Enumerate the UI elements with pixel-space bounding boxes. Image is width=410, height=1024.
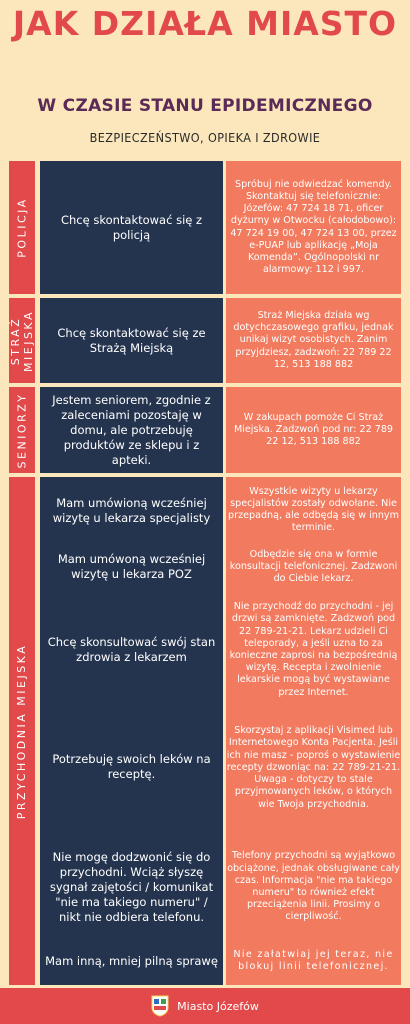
action-text: Telefony przychodni są wyjątkowo obciążone, jednak obsługiwane cały czas. Informacja "nie ma takiego numeru" to również efekt przeciążenia linii. Prosimy o cierpliwość. — [227, 850, 400, 923]
section-label-seniorzy — [9, 387, 35, 473]
section-label-policja — [9, 161, 35, 294]
page-title: JAK DZIAŁA MIASTO — [12, 4, 398, 43]
action-cell-specjalista — [226, 481, 401, 539]
action-cell-konsultacja — [226, 595, 401, 705]
section-label-policja-text: POLICJA — [15, 197, 29, 258]
action-text: W zakupach pomoże Ci Straż Miejska. Zadzwoń pod nr: 22 789 22 12, 513 188 882 — [233, 411, 394, 448]
section-label-straz — [9, 298, 35, 383]
situation-text: Mam umówoną wcześniej wizytę u lekarza POZ — [57, 552, 206, 581]
situation-text: Jestem seniorem, zgodnie z zaleceniami pozostaję w domu, ale potrzebuję produktów ze sklepu i z apteki. — [52, 392, 211, 467]
action-text: Odbędzie się ona w formie konsultacji telefonicznej. Zadzwoni do Ciebie lekarz. — [229, 548, 398, 585]
situation-cell-inna-sprawa — [40, 939, 223, 983]
action-cell-seniorzy — [226, 387, 401, 473]
action-text: Wszystkie wizyty u lekarzy specjalistów zostały odwołane. Nie przepadną, ale odbędą się w innym terminie. — [228, 485, 399, 534]
action-column-przychodnia — [226, 477, 401, 985]
section-label-seniorzy-text: SENIORZY — [15, 392, 29, 468]
action-text: Straż Miejska działa wg dotychczasowego grafiku, jednak unikaj wizyt osobistych. Zanim przyjdziesz, zadzwoń: 22 789 22 12, 513 188 882 — [233, 309, 394, 370]
situation-text: Chcę skontaktować się z policją — [60, 212, 203, 242]
situation-cell-leki — [40, 707, 223, 827]
section-label-przychodnia-text: PRZYCHODNIA MIEJSKA — [15, 643, 29, 819]
action-cell-policja — [226, 161, 401, 294]
situation-text: Mam umówioną wcześniej wizytę u lekarza specjalisty — [52, 496, 211, 525]
situation-text: Nie mogę dodzwonić się do przychodni. Wciąż słyszę sygnał zajętości / komunikat "nie ma takiego numeru" / nikt nie odbiera telefonu. — [49, 849, 214, 924]
page-subtitle: W CZASIE STANU EPIDEMICZNEGO — [37, 96, 373, 116]
section-label-przychodnia — [9, 477, 35, 985]
situation-cell-konsultacja — [40, 595, 223, 705]
action-text: Skorzystaj z aplikacji Visimed lub Internetowego Konta Pacjenta. Jeśli ich nie masz - poproś o wystawienie recepty dzwoniąc na: 22 789-21-21. Uwaga - dotyczy to stale przyjmowanych leków, o których wie Twoja przychodnia. — [226, 725, 401, 810]
action-cell-poz — [226, 541, 401, 593]
situation-text: Potrzebuję swoich leków na receptę. — [52, 752, 211, 781]
section-label-straz-text: STRAŻ MIEJSKA — [9, 309, 35, 372]
action-text: Nie załatwiaj jej teraz, nie blokuj linii telefonicznej. — [233, 948, 394, 972]
situation-text: Mam inną, mniej pilną sprawę — [45, 953, 218, 968]
action-cell-dodzwonic — [226, 835, 401, 939]
action-text: Nie przychodź do przychodni - jej drzwi są zamknięte. Zadzwoń pod 22 789-21-21. Lekarz udzieli Ci teleporady, a jeśli uzna to za konieczne zaprosi na bezpośrednią wizytę. Recepta i zwolnienie lekarskie mogą być wystawiane przez Internet. — [229, 601, 398, 698]
situation-cell-policja — [40, 161, 223, 294]
footer — [0, 988, 410, 1024]
action-text: Spróbuj nie odwiedzać komendy. Skontaktuj się telefonicznie: Józefów: 47 724 18 71, oficer dyżurny w Otwocku (całodobowo): 47 724 19 00, 47 724 13 00, przez e-PUAP lub aplikację „Moja Komenda”. Ogólnopolski nr alarmowy: 112 i 997. — [230, 178, 397, 276]
coat-of-arms-icon — [151, 995, 169, 1017]
situation-text: Chcę skonsultować swój stan zdrowia z lekarzem — [47, 635, 216, 664]
action-cell-straz — [226, 298, 401, 383]
situation-cell-straz — [40, 298, 223, 383]
situation-cell-specjalista — [40, 481, 223, 541]
situation-cell-dodzwonic — [40, 837, 223, 937]
situation-cell-seniorzy — [40, 387, 223, 473]
situation-column-przychodnia — [40, 477, 223, 985]
page-tagline: BEZPIECZEŃSTWO, OPIEKA I ZDROWIE — [89, 130, 321, 145]
situation-text: Chcę skontaktować się ze Strażą Miejską — [57, 325, 206, 355]
situation-cell-poz — [40, 541, 223, 593]
action-cell-leki — [226, 709, 401, 827]
action-cell-inna-sprawa — [226, 939, 401, 983]
footer-brand: Miasto Józefów — [177, 999, 259, 1013]
